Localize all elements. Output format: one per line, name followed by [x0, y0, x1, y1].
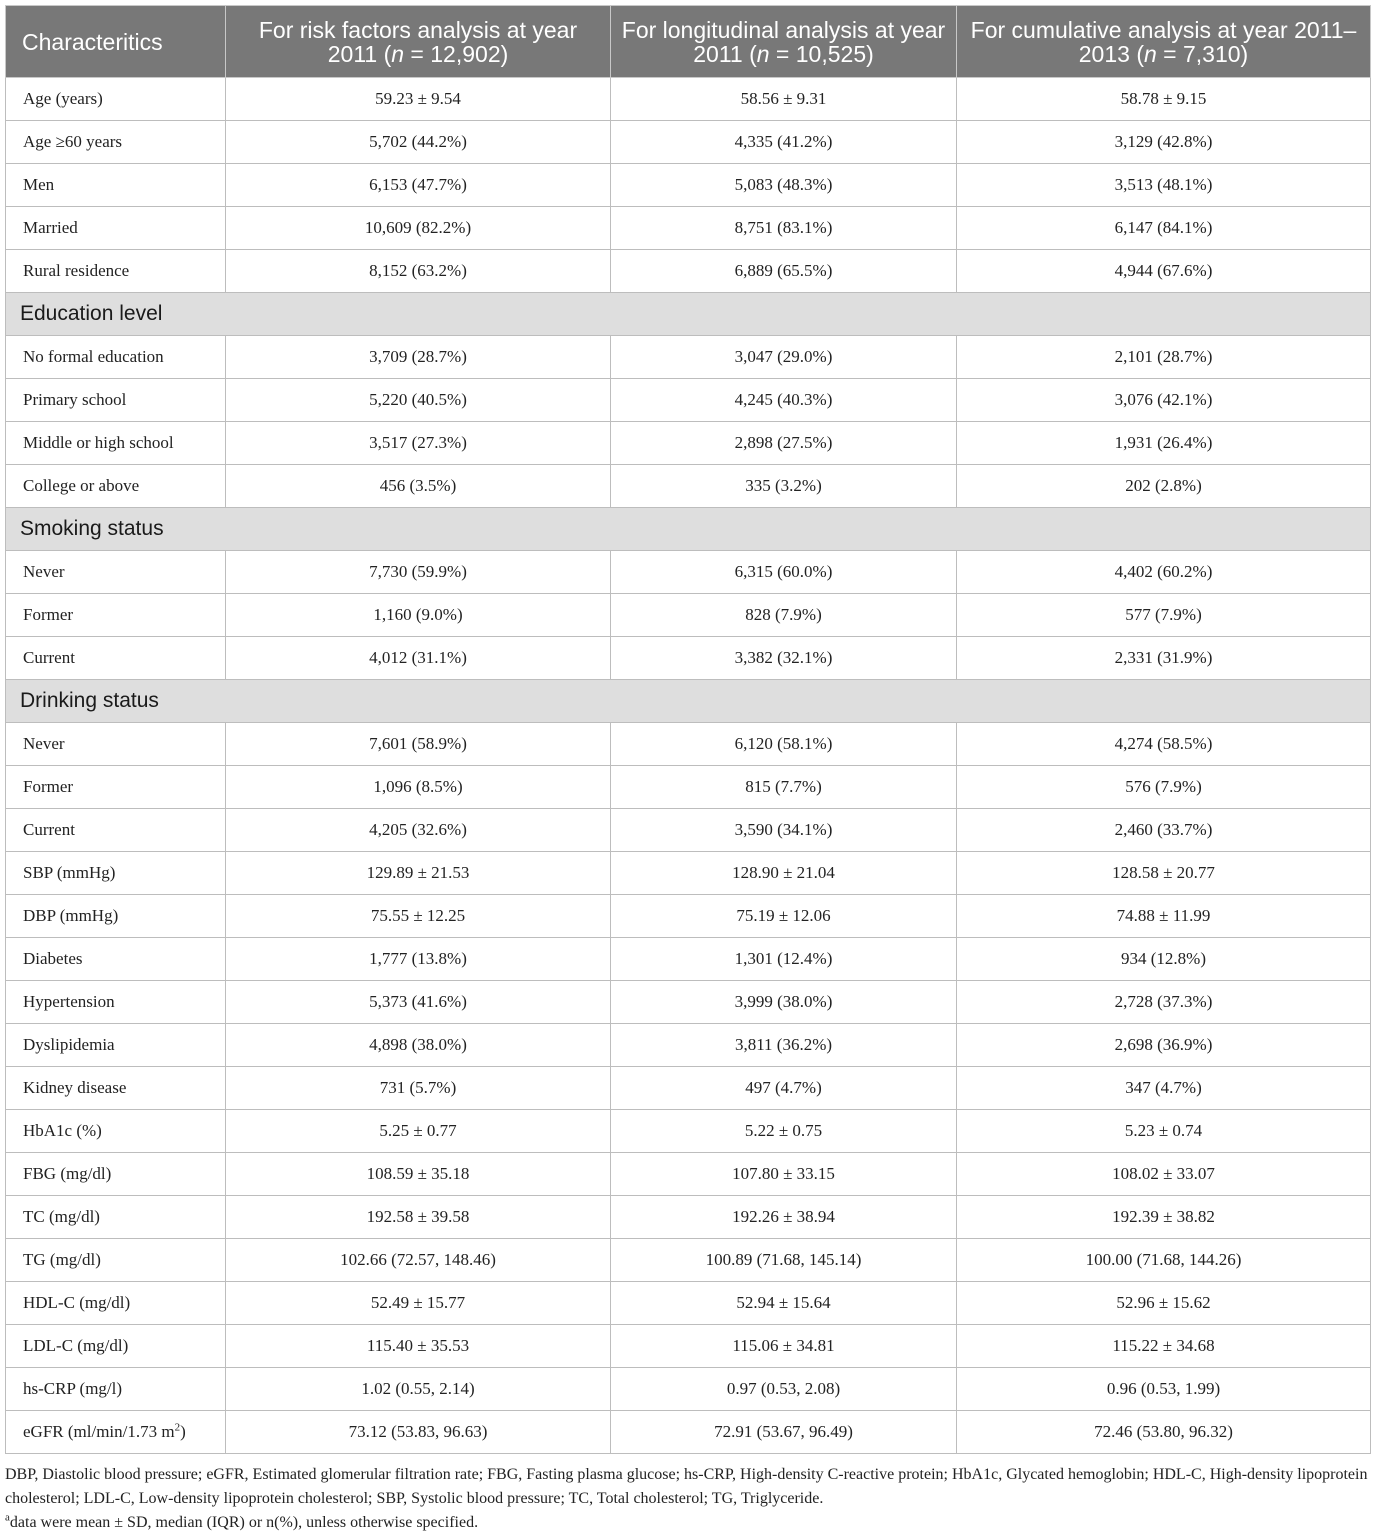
sample-size-value: = 10,525) — [769, 40, 874, 67]
table-cell: 3,513 (48.1%) — [957, 164, 1371, 207]
note-text: data were mean ± SD, median (IQR) or n(%), unless otherwise specified. — [9, 1514, 479, 1531]
table-cell: 934 (12.8%) — [957, 938, 1371, 981]
table-cell: 5.22 ± 0.75 — [611, 1110, 957, 1153]
row-label-text: Rural residence — [23, 261, 130, 280]
row-label — [6, 981, 226, 1024]
row-label-text: Never — [23, 562, 65, 581]
table-cell: 107.80 ± 33.15 — [611, 1153, 957, 1196]
table-cell: 2,331 (31.9%) — [957, 637, 1371, 680]
data-note — [5, 1511, 1370, 1535]
table-cell: 52.94 ± 15.64 — [611, 1282, 957, 1325]
table-cell: 1,931 (26.4%) — [957, 422, 1371, 465]
table-row — [6, 379, 1371, 422]
table-cell: 3,709 (28.7%) — [226, 336, 611, 379]
table-row — [6, 1282, 1371, 1325]
table-cell: 731 (5.7%) — [226, 1067, 611, 1110]
row-label — [6, 164, 226, 207]
table-cell: 2,460 (33.7%) — [957, 809, 1371, 852]
row-label-text: Age ≥60 years — [23, 132, 123, 151]
row-label-text: Diabetes — [23, 949, 83, 968]
row-label-text: FBG (mg/dl) — [23, 1164, 112, 1183]
row-label — [6, 895, 226, 938]
section-row — [6, 293, 1371, 336]
table-container — [5, 5, 1370, 1454]
row-label — [6, 1282, 226, 1325]
table-cell: 73.12 (53.83, 96.63) — [226, 1411, 611, 1454]
table-cell: 100.00 (71.68, 144.26) — [957, 1239, 1371, 1282]
section-heading: Smoking status — [6, 508, 1371, 551]
table-cell: 128.90 ± 21.04 — [611, 852, 957, 895]
table-cell: 0.96 (0.53, 1.99) — [957, 1368, 1371, 1411]
table-row — [6, 637, 1371, 680]
table-cell: 576 (7.9%) — [957, 766, 1371, 809]
table-cell: 3,517 (27.3%) — [226, 422, 611, 465]
sample-size-symbol: n — [756, 40, 770, 67]
note-marker: a — [5, 1511, 10, 1524]
table-row — [6, 766, 1371, 809]
row-label — [6, 551, 226, 594]
table-cell: 202 (2.8%) — [957, 465, 1371, 508]
table-cell: 4,274 (58.5%) — [957, 723, 1371, 766]
table-cell: 5.25 ± 0.77 — [226, 1110, 611, 1153]
table-cell: 10,609 (82.2%) — [226, 207, 611, 250]
table-cell: 192.26 ± 38.94 — [611, 1196, 957, 1239]
sample-size-value: = 7,310) — [1156, 40, 1249, 67]
row-label — [6, 121, 226, 164]
table-cell: 2,101 (28.7%) — [957, 336, 1371, 379]
table-header — [6, 6, 1371, 78]
row-label-text: SBP (mmHg) — [23, 863, 116, 882]
table-cell: 3,382 (32.1%) — [611, 637, 957, 680]
row-label-text: HDL-C (mg/dl) — [23, 1293, 131, 1312]
section-heading: Drinking status — [6, 680, 1371, 723]
row-label-text: Former — [23, 605, 74, 624]
row-label-text: Age (years) — [23, 89, 103, 108]
column-header-2 — [611, 6, 957, 78]
row-label-text: hs-CRP (mg/l) — [23, 1379, 123, 1398]
row-label-text: Current — [23, 820, 75, 839]
row-label — [6, 1239, 226, 1282]
row-label-suffix: ) — [180, 1422, 186, 1441]
row-label — [6, 637, 226, 680]
header-row — [6, 6, 1371, 78]
table-cell: 0.97 (0.53, 2.08) — [611, 1368, 957, 1411]
table-cell: 828 (7.9%) — [611, 594, 957, 637]
sample-size-symbol: n — [391, 40, 405, 67]
column-header-0 — [6, 6, 226, 78]
table-cell: 347 (4.7%) — [957, 1067, 1371, 1110]
footnotes — [5, 1463, 1370, 1535]
table-cell: 1,096 (8.5%) — [226, 766, 611, 809]
abbreviations-note: DBP, Diastolic blood pressure; eGFR, Estimated glomerular filtration rate; FBG, Fasting plasma glucose; hs-CRP, High-density C-reactive protein; HbA1c, Glycated hemoglobin; HDL-C, High-density lipoprotein cholesterol; LDL-C, Low-density lipoprotein cholesterol; SBP, Systolic blood pressure; TC, Total cholesterol; TG, Triglyceride. — [5, 1466, 1368, 1507]
table-row — [6, 938, 1371, 981]
row-label — [6, 250, 226, 293]
table-cell: 4,402 (60.2%) — [957, 551, 1371, 594]
row-label-superscript: 2 — [174, 1421, 181, 1434]
table-cell: 5,373 (41.6%) — [226, 981, 611, 1024]
column-header-label: Characteritics — [22, 28, 163, 55]
table-row — [6, 422, 1371, 465]
table-cell: 4,335 (41.2%) — [611, 121, 957, 164]
column-header-1 — [226, 6, 611, 78]
table-row — [6, 1368, 1371, 1411]
table-cell: 4,205 (32.6%) — [226, 809, 611, 852]
table-row — [6, 1196, 1371, 1239]
table-row — [6, 594, 1371, 637]
table-row — [6, 809, 1371, 852]
table-cell: 72.46 (53.80, 96.32) — [957, 1411, 1371, 1454]
table-cell: 2,728 (37.3%) — [957, 981, 1371, 1024]
table-cell: 52.49 ± 15.77 — [226, 1282, 611, 1325]
table-cell: 335 (3.2%) — [611, 465, 957, 508]
table-cell: 6,315 (60.0%) — [611, 551, 957, 594]
sample-size-value: = 12,902) — [404, 40, 509, 67]
table-cell: 7,730 (59.9%) — [226, 551, 611, 594]
row-label-text: Kidney disease — [23, 1078, 127, 1097]
row-label-text: Men — [23, 175, 55, 194]
table-cell: 3,590 (34.1%) — [611, 809, 957, 852]
row-label-text: Primary school — [23, 390, 127, 409]
row-label-text: TG (mg/dl) — [23, 1250, 101, 1269]
table-cell: 7,601 (58.9%) — [226, 723, 611, 766]
row-label-text: Dyslipidemia — [23, 1035, 115, 1054]
table-cell: 4,944 (67.6%) — [957, 250, 1371, 293]
section-heading: Education level — [6, 293, 1371, 336]
table-cell: 115.06 ± 34.81 — [611, 1325, 957, 1368]
row-label — [6, 207, 226, 250]
row-label-text: eGFR (ml/min/1.73 m — [23, 1422, 175, 1441]
table-row — [6, 1067, 1371, 1110]
sample-size-symbol: n — [1143, 40, 1157, 67]
table-cell: 456 (3.5%) — [226, 465, 611, 508]
table-row — [6, 1411, 1371, 1454]
table-cell: 577 (7.9%) — [957, 594, 1371, 637]
column-header-3 — [957, 6, 1371, 78]
row-label — [6, 1411, 226, 1454]
row-label — [6, 1325, 226, 1368]
row-label — [6, 1368, 226, 1411]
table-row — [6, 121, 1371, 164]
table-cell: 102.66 (72.57, 148.46) — [226, 1239, 611, 1282]
table-row — [6, 1110, 1371, 1153]
row-label-text: LDL-C (mg/dl) — [23, 1336, 129, 1355]
row-label-text: Former — [23, 777, 74, 796]
row-label-text: TC (mg/dl) — [23, 1207, 100, 1226]
row-label — [6, 766, 226, 809]
row-label — [6, 594, 226, 637]
table-cell: 1,777 (13.8%) — [226, 938, 611, 981]
table-cell: 815 (7.7%) — [611, 766, 957, 809]
row-label-text: Current — [23, 648, 75, 667]
column-header-label: For risk factors analysis at year 2011 ( — [258, 16, 578, 67]
table-cell: 4,245 (40.3%) — [611, 379, 957, 422]
table-row — [6, 78, 1371, 121]
row-label — [6, 465, 226, 508]
row-label — [6, 379, 226, 422]
table-cell: 1,301 (12.4%) — [611, 938, 957, 981]
row-label-text: Married — [23, 218, 78, 237]
table-cell: 72.91 (53.67, 96.49) — [611, 1411, 957, 1454]
row-label-text: Hypertension — [23, 992, 115, 1011]
table-cell: 58.56 ± 9.31 — [611, 78, 957, 121]
table-row — [6, 1024, 1371, 1067]
table-row — [6, 852, 1371, 895]
table-cell: 52.96 ± 15.62 — [957, 1282, 1371, 1325]
table-cell: 192.39 ± 38.82 — [957, 1196, 1371, 1239]
table-cell: 3,999 (38.0%) — [611, 981, 957, 1024]
section-row — [6, 508, 1371, 551]
table-row — [6, 465, 1371, 508]
table-cell: 74.88 ± 11.99 — [957, 895, 1371, 938]
table-cell: 2,898 (27.5%) — [611, 422, 957, 465]
row-label — [6, 1153, 226, 1196]
table-row — [6, 981, 1371, 1024]
row-label-text: College or above — [23, 476, 140, 495]
column-header-label: For longitudinal analysis at year 2011 ( — [621, 16, 946, 67]
table-cell: 6,147 (84.1%) — [957, 207, 1371, 250]
table-cell: 75.19 ± 12.06 — [611, 895, 957, 938]
table-cell: 192.58 ± 39.58 — [226, 1196, 611, 1239]
row-label-text: Middle or high school — [23, 433, 174, 452]
row-label — [6, 852, 226, 895]
row-label — [6, 1067, 226, 1110]
table-cell: 8,152 (63.2%) — [226, 250, 611, 293]
table-cell: 6,153 (47.7%) — [226, 164, 611, 207]
table-body — [6, 78, 1371, 1454]
row-label — [6, 422, 226, 465]
row-label-text: DBP (mmHg) — [23, 906, 119, 925]
table-cell: 108.59 ± 35.18 — [226, 1153, 611, 1196]
table-cell: 3,047 (29.0%) — [611, 336, 957, 379]
row-label — [6, 78, 226, 121]
table-cell: 3,129 (42.8%) — [957, 121, 1371, 164]
table-cell: 4,898 (38.0%) — [226, 1024, 611, 1067]
table-cell: 75.55 ± 12.25 — [226, 895, 611, 938]
row-label — [6, 938, 226, 981]
table-cell: 5,702 (44.2%) — [226, 121, 611, 164]
table-cell: 3,076 (42.1%) — [957, 379, 1371, 422]
table-cell: 6,120 (58.1%) — [611, 723, 957, 766]
row-label — [6, 809, 226, 852]
table-cell: 115.22 ± 34.68 — [957, 1325, 1371, 1368]
table-cell: 1.02 (0.55, 2.14) — [226, 1368, 611, 1411]
table-cell: 8,751 (83.1%) — [611, 207, 957, 250]
table-cell: 6,889 (65.5%) — [611, 250, 957, 293]
table-cell: 115.40 ± 35.53 — [226, 1325, 611, 1368]
table-row — [6, 250, 1371, 293]
table-row — [6, 723, 1371, 766]
section-row — [6, 680, 1371, 723]
row-label-text: Never — [23, 734, 65, 753]
table-row — [6, 1325, 1371, 1368]
table-cell: 128.58 ± 20.77 — [957, 852, 1371, 895]
table-cell: 100.89 (71.68, 145.14) — [611, 1239, 957, 1282]
table-row — [6, 336, 1371, 379]
row-label — [6, 1024, 226, 1067]
table-cell: 108.02 ± 33.07 — [957, 1153, 1371, 1196]
column-header-label: For cumulative analysis at year 2011–2013 ( — [970, 16, 1357, 67]
table-cell: 497 (4.7%) — [611, 1067, 957, 1110]
row-label — [6, 336, 226, 379]
table-cell: 5,220 (40.5%) — [226, 379, 611, 422]
table-cell: 2,698 (36.9%) — [957, 1024, 1371, 1067]
table-cell: 1,160 (9.0%) — [226, 594, 611, 637]
table-row — [6, 895, 1371, 938]
table-cell: 5,083 (48.3%) — [611, 164, 957, 207]
table-cell: 5.23 ± 0.74 — [957, 1110, 1371, 1153]
table-cell: 59.23 ± 9.54 — [226, 78, 611, 121]
table-row — [6, 1239, 1371, 1282]
table-row — [6, 1153, 1371, 1196]
table-cell: 4,012 (31.1%) — [226, 637, 611, 680]
row-label-text: No formal education — [23, 347, 164, 366]
table-row — [6, 551, 1371, 594]
table-cell: 58.78 ± 9.15 — [957, 78, 1371, 121]
row-label-text: HbA1c (%) — [23, 1121, 102, 1140]
table-cell: 129.89 ± 21.53 — [226, 852, 611, 895]
table-row — [6, 207, 1371, 250]
table-cell: 3,811 (36.2%) — [611, 1024, 957, 1067]
characteristics-table — [5, 5, 1371, 1454]
table-row — [6, 164, 1371, 207]
row-label — [6, 723, 226, 766]
row-label — [6, 1110, 226, 1153]
row-label — [6, 1196, 226, 1239]
